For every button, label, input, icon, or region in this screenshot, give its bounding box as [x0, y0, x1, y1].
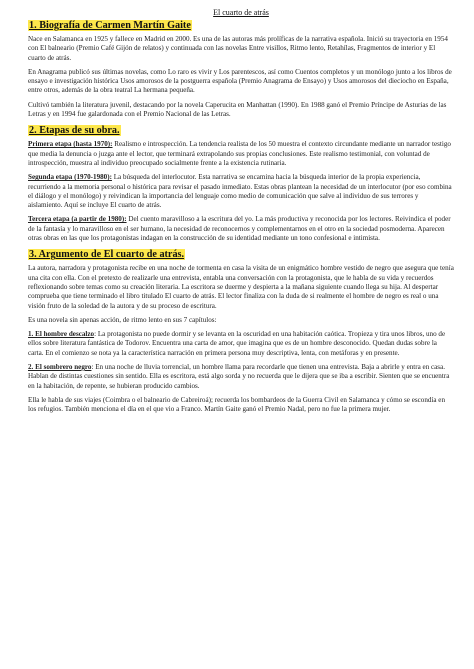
paragraph: En Anagrama publicó sus últimas novelas, como Lo raro es vivir y Los parentescos, así como Cuentos completos y un monólogo junto a los libros de ensayo e investigación histórica Usos amorosos de la postguerra española (Premio Anagrama de Ensayo) y Usos amorosos del dieciocho en España, entre otros, además de la obra teatral La hermana pequeña.	[28, 67, 452, 95]
paragraph-stage-2: Segunda etapa (1970-1980): La búsqueda del interlocutor. Esta narrativa se encamina hacia la búsqueda interior de la propia experiencia, recurriendo a la memoria personal o histórica para revisar el pasado inmediato. Estas obras plantean la necesidad de un interlocutor (por eso combina el diálogo y el monólogo) y reivindican la importancia del lenguaje como medio de comunicación que salve al individuo de sus terrores y aislamiento. Aquí se incluye El cuarto de atrás.	[28, 173, 452, 210]
chapter-label: 2. El sombrero negro	[28, 363, 92, 372]
section-heading-biography: 1. Biografía de Carmen Martín Gaite	[29, 20, 191, 31]
document-title: El cuarto de atrás	[213, 8, 269, 17]
stage-label: Tercera etapa (a partir de 1980):	[28, 215, 127, 224]
paragraph: La autora, narradora y protagonista recibe en una noche de tormenta en casa la visita de un enigmático hombre vestido de negro que asegura que tenía una cita con ella. Con el pretexto de realizarle una entrevista, entabla una conversación con la protagonista, que le habla de su vida y recuerdos reflexionando sobre temas como su creación literaria. La escritora se duerme y despierta a la mañana siguiente cuando llega su hija. Al despertar comprueba que tiene terminado el libro titulado El cuarto de atrás. El lector finaliza con la duda de si realmente el hombre de negro es real o una visión fruto de la soledad de la autora y de su proceso de escritura.	[28, 264, 454, 310]
paragraph: Es una novela sin apenas acción, de ritmo lento en sus 7 capítulos:	[28, 315, 217, 324]
stage-label: Primera etapa (hasta 1970):	[28, 140, 113, 149]
paragraph-stage-3: Tercera etapa (a partir de 1980): Del cuento maravilloso a la escritura del yo. La más productiva y reconocida por los lectores. Reivindica el poder de la fantasía y lo maravilloso en el ser humano, la necesidad de reconocernos y complementarnos en el otro en la sociedad posmoderna. Aparecen otras obras en las que los protagonistas indagan en la construcción de su identidad mediante un tono confesional e intimista.	[28, 215, 451, 243]
section-heading-plot: 3. Argumento de El cuarto de atrás.	[29, 249, 185, 261]
paragraph-chapter-2: 2. El sombrero negro: En una noche de lluvia torrencial, un hombre llama para recordarle que tienen una entrevista. Baja a abrirle y entra en casa. Hablan de distintas cuestiones sin sentido. Ella es escritora, está algo sorda y no recuerda que le dijera que se iba a escribir. Sienten que se encuentra en la habitación, de repente, se hubieran producido cambios.	[28, 363, 450, 390]
section-stages	[28, 125, 454, 243]
paragraph: Nace en Salamanca en 1925 y fallece en Madrid en 2000. Es una de las autoras más prolíficas de la narrativa española. Inició su trayectoria en 1954 con El balneario (Premio Café Gijón de relatos) y continuada con las novelas Entre visillos, Ritmo lento, Retahílas, Fragmentos de interior y El cuarto de atrás.	[28, 35, 448, 62]
paragraph-chapter-1: 1. El hombre descalzo: La protagonista no puede dormir y se levanta en la oscuridad en una habitación caótica. Tropieza y tira unos libros, uno de ellos sobre literatura fantástica de Todorov. Encuentra una carta de amor, que imagina que es de un hombre desconocido. Quedan dudas sobre la carta. En el comienzo se nota ya la característica narración en primera persona muy descriptiva, lenta, con metáforas y en presente.	[28, 330, 446, 357]
paragraph: Ella le habla de sus viajes (Coimbra o el balneario de Cabreiroá); recuerda los bombardeos de la Guerra Civil en Salamanca y cómo se escondía en los refugios. También menciona el día en el que vio a Franco. Martín Gaite ganó el Premio Nadal, pero no fue la primera mujer.	[28, 395, 445, 414]
paragraph: Cultivó también la literatura juvenil, destacando por la novela Caperucita en Manhattan (1990). En 1988 ganó el Premio Príncipe de Asturias de las Letras y en 1994 fue galardonada con el Premio Nacional de las Letras.	[28, 100, 447, 119]
section-biography	[28, 20, 454, 119]
chapter-label: 1. El hombre descalzo	[28, 330, 95, 339]
section-heading-stages: 2. Etapas de su obra.	[29, 125, 120, 137]
stage-label: Segunda etapa (1970-1980):	[28, 173, 112, 182]
section-plot	[28, 249, 454, 414]
paragraph-stage-1: Primera etapa (hasta 1970): Realismo e introspección. La tendencia realista de los 50 muestra el contexto circundante mediante un narrador testigo que media la denuncia o juzga ante el lector, que terminará extrapolando sus propias conclusiones. Este realismo testimonial, con voluntad de introspección, muestra al individuo preocupado socialmente frente a la existencia rutinaria.	[28, 140, 451, 167]
